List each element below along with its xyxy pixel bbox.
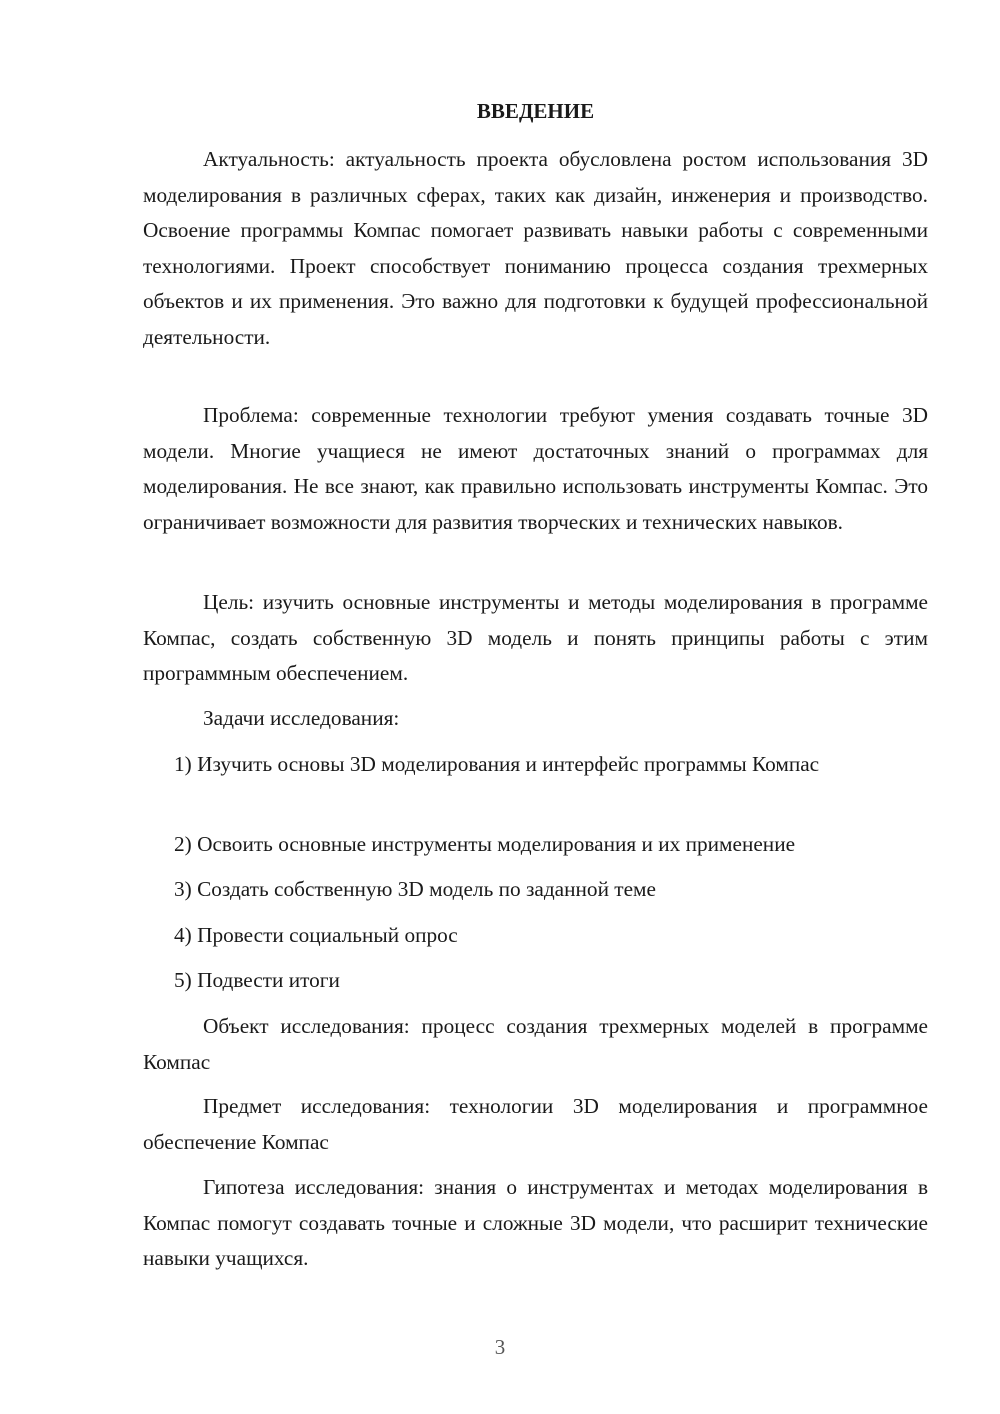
paragraph-relevance: Актуальность: актуальность проекта обусловлена ростом использования 3D моделирования в различных сферах, таких как дизайн, инженерия и производство. Освоение программы Компас помогает развивать навыки работы с современными технологиями. Проект способствует пониманию процесса создания трехмерных объектов и их применения. Это важно для подготовки к будущей профессиональной деятельности. (143, 147, 928, 349)
paragraph-subject: Предмет исследования: технологии 3D моделирования и программное обеспечение Компас (143, 1094, 928, 1154)
page-number: 3 (494, 1335, 506, 1359)
task-item-2: 2) Освоить основные инструменты моделирования и их применение (174, 832, 796, 856)
paragraph-object: Объект исследования: процесс создания трехмерных моделей в программе Компас (143, 1014, 928, 1074)
section-title: ВВЕДЕНИЕ (476, 99, 595, 123)
task-item-4: 4) Провести социальный опрос (174, 923, 458, 947)
paragraph-goal: Цель: изучить основные инструменты и методы моделирования в программе Компас, создать собственную 3D модель и понять принципы работы с этим программным обеспечением. (143, 590, 928, 685)
task-item-1: 1) Изучить основы 3D моделирования и интерфейс программы Компас (174, 752, 820, 776)
task-item-5: 5) Подвести итоги (174, 968, 340, 992)
paragraph-problem: Проблема: современные технологии требуют умения создавать точные 3D модели. Многие учащиеся не имеют достаточных знаний о программах для моделирования. Не все знают, как правильно использовать инструменты Компас. Это ограничивает возможности для развития творческих и технических навыков. (143, 403, 928, 534)
paragraph-hypothesis: Гипотеза исследования: знания о инструментах и методах моделирования в Компас помогут создавать точные и сложные 3D модели, что расширит технические навыки учащихся. (143, 1175, 928, 1270)
task-item-3: 3) Создать собственную 3D модель по заданной теме (174, 877, 656, 901)
tasks-heading: Задачи исследования: (203, 706, 400, 730)
